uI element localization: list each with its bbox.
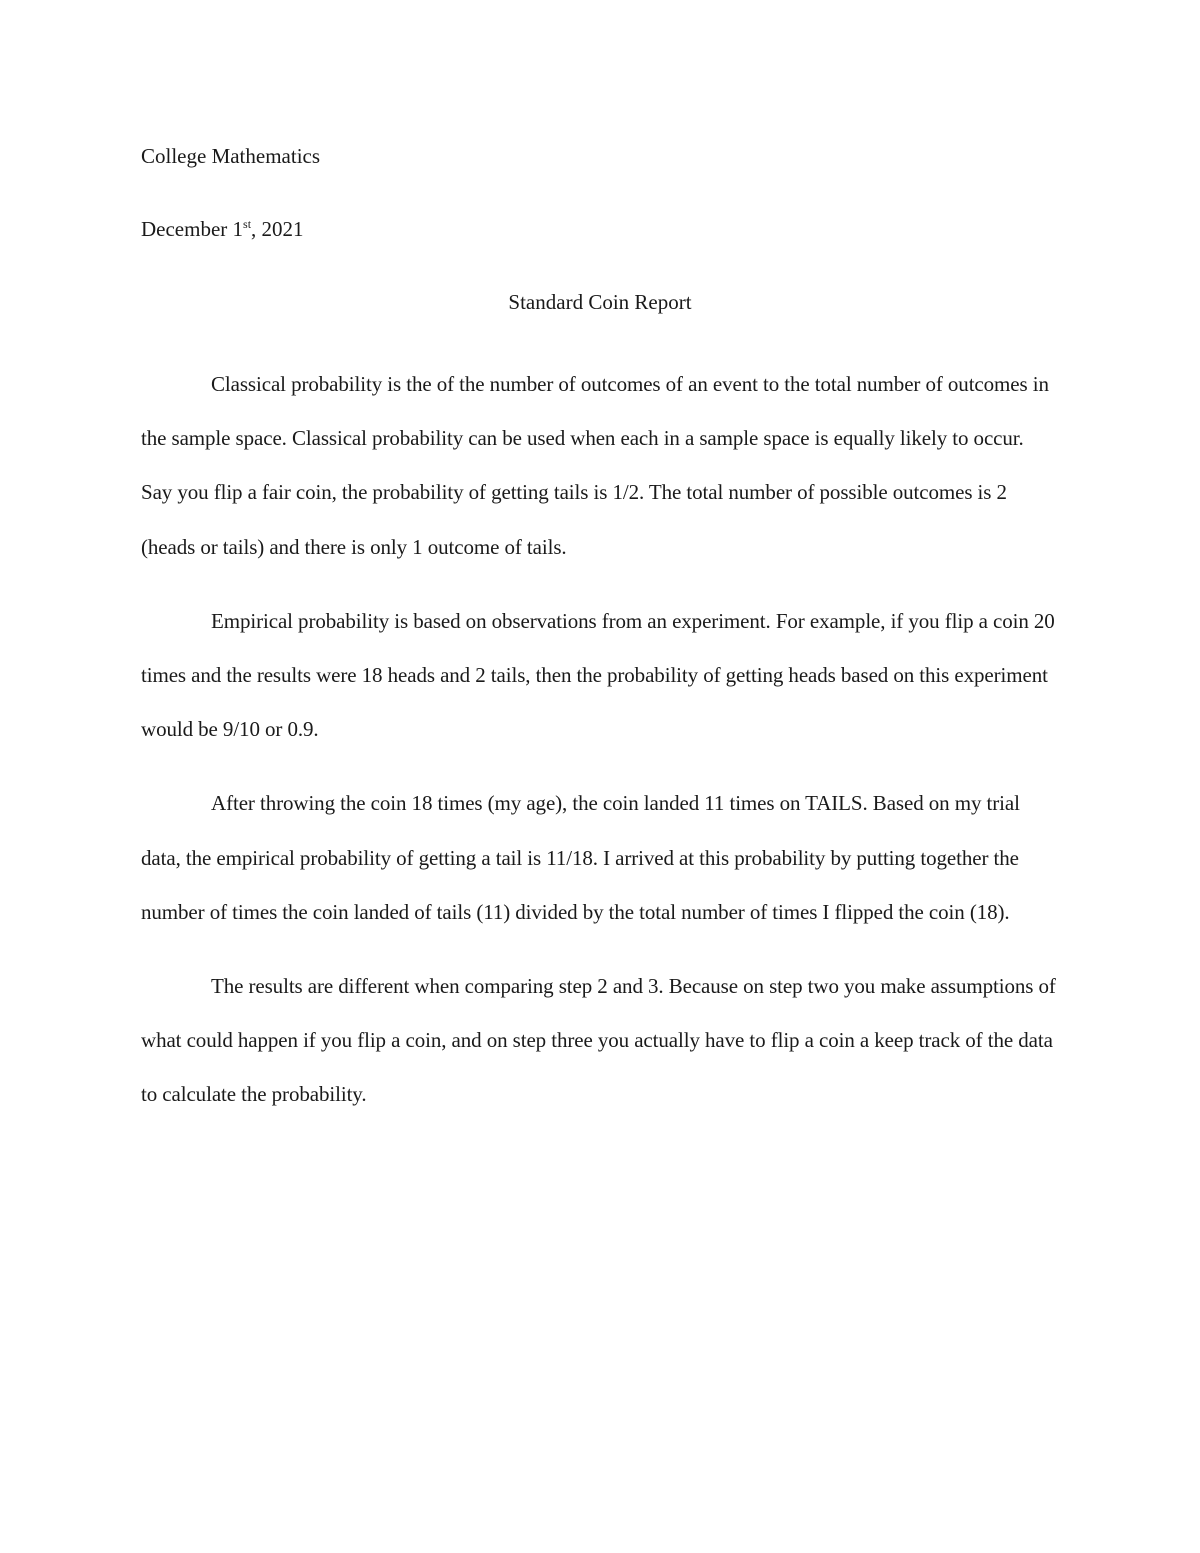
paragraph-comparison: The results are different when comparing step 2 and 3. Because on step two you make assumptions of what could happen if you flip a coin, and on step three you actually have to flip a coin a keep track of the data to calculate the probability. xyxy=(141,974,1056,1107)
date-month-day: December 1 xyxy=(141,217,244,241)
date-year: , 2021 xyxy=(251,217,304,241)
document-date xyxy=(141,211,1059,247)
document-body xyxy=(141,138,1059,1142)
course-name: College Mathematics xyxy=(141,144,321,168)
paragraph-trial-results: After throwing the coin 18 times (my age), the coin landed 11 times on TAILS. Based on my trial data, the empirical probability of getting a tail is 11/18. I arrived at this probability by putting together the number of times the coin landed of tails (11) divided by the total number of times I flipped the coin (18). xyxy=(141,791,1020,924)
date-ordinal-suffix: st xyxy=(243,217,252,231)
document-title: Standard Coin Report xyxy=(508,290,692,314)
paragraph-empirical-probability: Empirical probability is based on observations from an experiment. For example, if you flip a coin 20 times and the results were 18 heads and 2 tails, then the probability of getting heads based on this experiment would be 9/10 or 0.9. xyxy=(141,608,1055,742)
paragraph-classical-probability: Classical probability is the of the number of outcomes of an event to the total number of outcomes in the sample space. Classical probability can be used when each in a sample space is equally likely to occur. Say you flip a fair coin, the probability of getting tails is 1/2. The total number of possible outcomes is 2 (heads or tails) and there is only 1 outcome of tails. xyxy=(141,372,1049,559)
